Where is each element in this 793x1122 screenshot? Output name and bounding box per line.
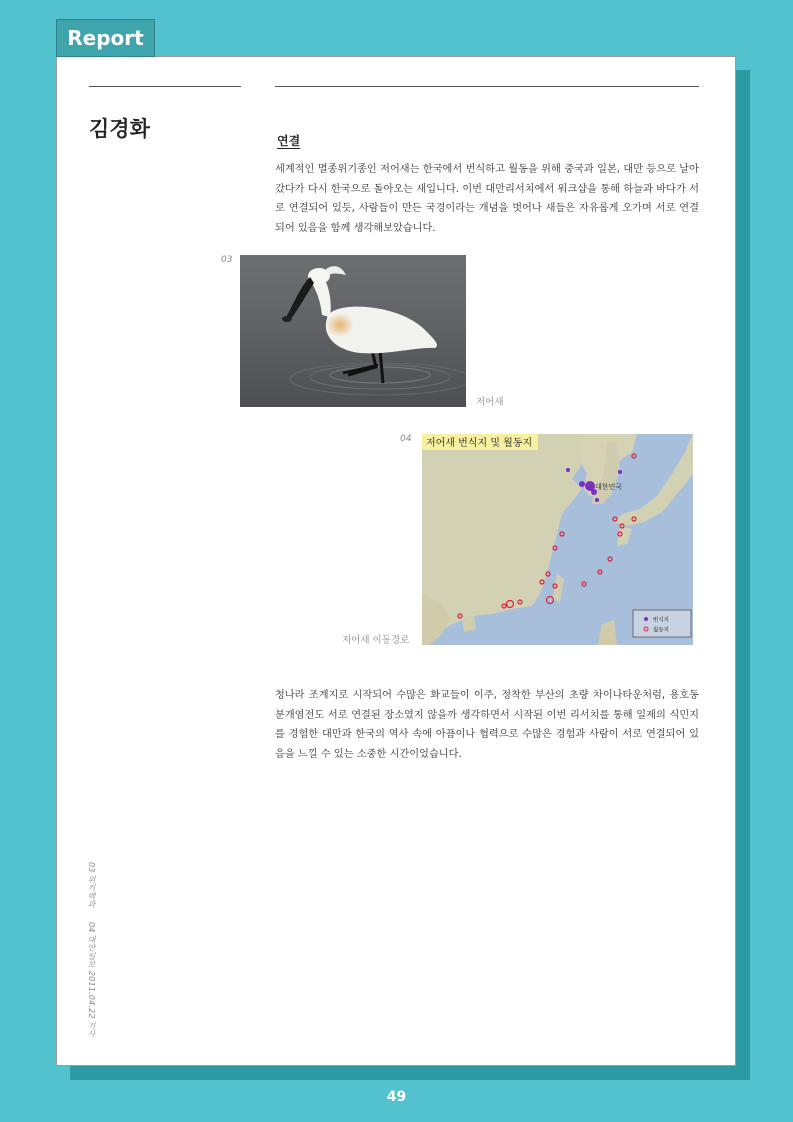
report-tab: Report [56,19,155,57]
paragraph-2: 청나라 조계지로 시작되어 수많은 화교들이 이주, 정착한 부산의 초량 차이나타운처럼, 용호동 분개염전도 서로 연결된 장소였지 않을까 생각하면서 시작된 이번 리서치를 통해 일제의 식민지를 경험한 대만과 한국의 역사 속에 아픔이나 협력으로 수많은 경험과 사람이 서로 연결되어 있음을 느낄 수 있는 소중한 시간이었습니다. [275,690,699,760]
source-note-3: 03 위키백과 [87,862,96,909]
paragraph-1: 세계적인 멸종위기종인 저어새는 한국에서 번식하고 월동을 위해 중국과 일본, 대만 등으로 날아갔다가 다시 한국으로 돌아오는 새입니다. 이번 대만리서치에서 워크샵을 통해 하늘과 바다가 서로 연결되어 있듯, 사람들이 만든 국경이라는 개념을 벗어나 새들은 자유롭게 오가며 서로 연결되어 있음을 함께 생각해보았습니다. [275,164,699,234]
figure-3-caption: 저어새 [476,397,504,408]
divider-right [275,86,699,87]
map-legend [633,610,691,637]
source-note-4: 04 대만일보 2011.04.22 기사 [87,922,96,1038]
figure-4-caption: 저어새 이동경로 [342,635,410,646]
breeding-site-marker [566,468,570,472]
section-heading: 연결 [277,134,301,148]
legend-breeding: 번식지 [653,617,669,624]
page-number: 49 [386,1089,407,1105]
source-notes [86,862,97,1038]
spoonbill-photo [240,255,466,407]
figure-3-number: 03 [221,255,233,265]
map-label-korea: 대한민국 [595,483,623,491]
figure-4-number: 04 [400,434,412,444]
author-name: 김경화 [89,117,150,141]
breeding-site-marker [595,498,599,502]
breeding-site-marker [618,470,622,474]
map-title: 저어새 번식지 및 월동지 [426,438,533,449]
migration-map [422,434,693,645]
breeding-site-marker [579,481,585,487]
divider-left [89,86,241,87]
legend-wintering: 월동지 [653,627,669,634]
